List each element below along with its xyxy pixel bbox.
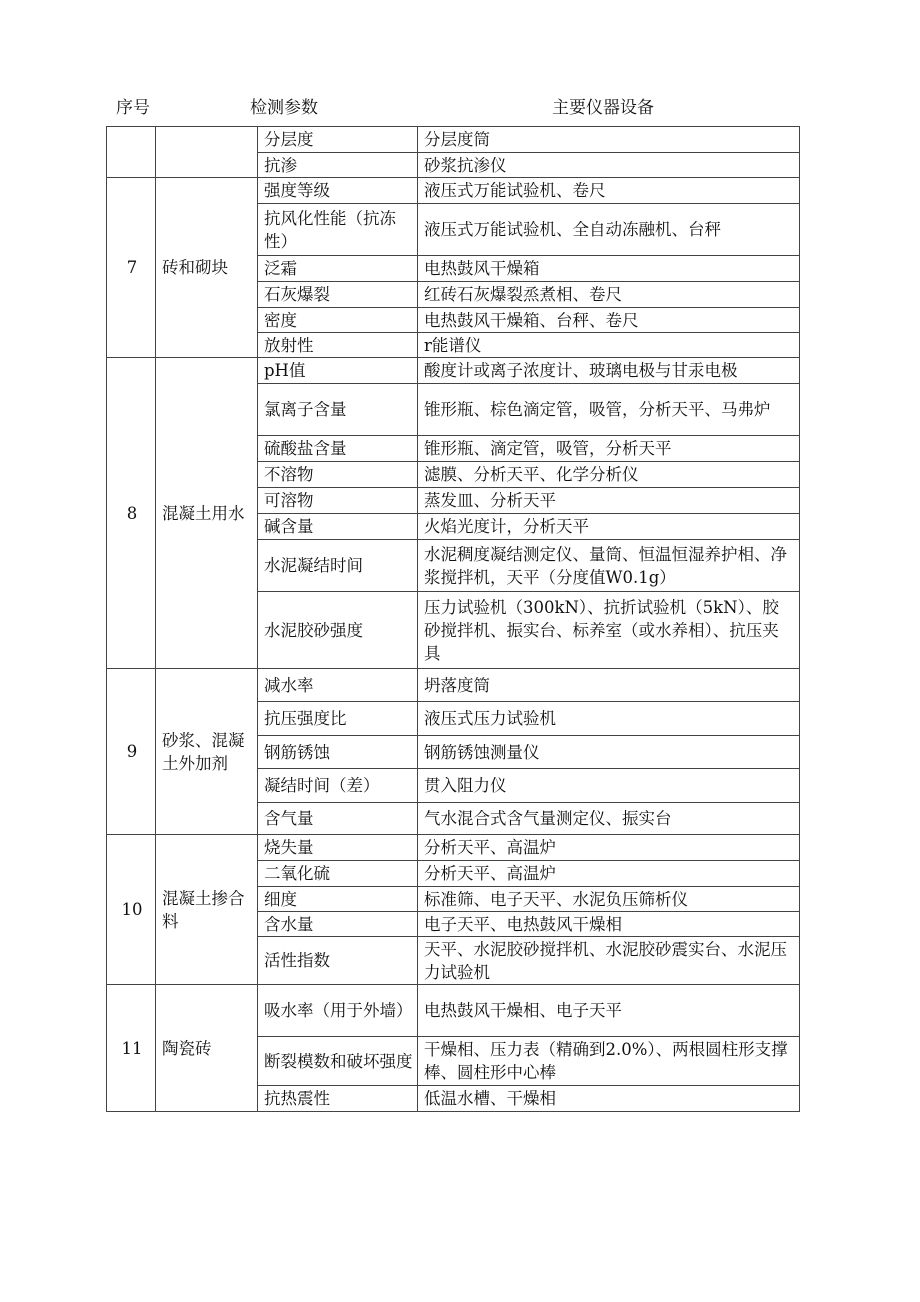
equipment-cell: 红砖石灰爆裂烝煮相、卷尺 [418,282,800,308]
table-row [107,669,800,702]
equipment-cell: r能谱仪 [418,333,800,358]
equipment-cell: 分析天平、高温炉 [418,835,800,861]
param-cell: 含气量 [258,803,418,835]
param-cell: 抗渗 [258,153,418,178]
equipment-cell: 天平、水泥胶砂搅拌机、水泥胶砂震实台、水泥压力试验机 [418,937,800,985]
param-cell: 活性指数 [258,937,418,985]
header-seq: 序号 [116,98,150,118]
equipment-cell: 气水混合式含气量测定仪、振实台 [418,803,800,835]
equipment-cell: 滤膜、分析天平、化学分析仪 [418,462,800,488]
equipment-cell: 液压式压力试验机 [418,702,800,736]
equipment-cell: 液压式万能试验机、卷尺 [418,178,800,204]
param-cell: 烧失量 [258,835,418,861]
param-cell: 水泥凝结时间 [258,540,418,592]
material-cell: 混凝土用水 [156,358,258,669]
equipment-cell: 酸度计或离子浓度计、玻璃电极与甘汞电极 [418,358,800,384]
param-cell: 氯离子含量 [258,384,418,436]
equipment-cell: 电子天平、电热鼓风干燥相 [418,912,800,937]
equipment-cell: 锥形瓶、滴定管，吸管，分析天平 [418,436,800,462]
equipment-cell: 干燥相、压力表（精确到2.0%）、两根圆柱形支撑棒、圆柱形中心棒 [418,1037,800,1086]
param-cell: 放射性 [258,333,418,358]
equipment-table [106,126,800,1112]
seq-cell: 10 [107,835,156,985]
material-cell: 陶瓷砖 [156,985,258,1112]
seq-cell: 9 [107,669,156,835]
param-cell: 不溶物 [258,462,418,488]
equipment-cell: 锥形瓶、棕色滴定管，吸管，分析天平、马弗炉 [418,384,800,436]
param-cell: 石灰爆裂 [258,282,418,308]
material-cell: 砂浆、混凝土外加剂 [156,669,258,835]
equipment-cell: 分析天平、高温炉 [418,861,800,887]
table-row [107,985,800,1037]
seq-cell: 7 [107,178,156,358]
param-cell: 凝结时间（差） [258,769,418,803]
equipment-cell: 水泥稠度凝结测定仪、量筒、恒温恒湿养护相、净浆搅拌机，天平（分度值W0.1g） [418,540,800,592]
equipment-cell: 压力试验机（300kN）、抗折试验机（5kN）、胶砂搅拌机、振实台、标养室（或水养相）、抗压夹具 [418,592,800,669]
equipment-cell: 火焰光度计，分析天平 [418,514,800,540]
equipment-cell: 贯入阻力仪 [418,769,800,803]
seq-cell: 8 [107,358,156,669]
param-cell: 强度等级 [258,178,418,204]
table-row [107,178,800,204]
material-cell: 混凝土掺合料 [156,835,258,985]
material-cell: 砖和砌块 [156,178,258,358]
param-cell: 密度 [258,308,418,333]
header-param: 检测参数 [250,98,318,118]
param-cell: 断裂模数和破坏强度 [258,1037,418,1086]
equipment-cell: 标准筛、电子天平、水泥负压筛析仪 [418,887,800,912]
equipment-cell: 坍落度筒 [418,669,800,702]
equipment-cell: 液压式万能试验机、全自动冻融机、台秤 [418,204,800,256]
equipment-cell: 电热鼓风干燥箱 [418,256,800,282]
equipment-cell: 电热鼓风干燥箱、台秤、卷尺 [418,308,800,333]
param-cell: 泛霜 [258,256,418,282]
param-cell: 碱含量 [258,514,418,540]
equipment-cell: 蒸发皿、分析天平 [418,488,800,514]
param-cell: 抗风化性能（抗冻性） [258,204,418,256]
equipment-cell: 钢筋锈蚀测量仪 [418,736,800,769]
equipment-cell: 低温水槽、干燥相 [418,1086,800,1112]
param-cell: 分层度 [258,127,418,153]
param-cell: 细度 [258,887,418,912]
param-cell: 抗热震性 [258,1086,418,1112]
param-cell: 抗压强度比 [258,702,418,736]
param-cell: 可溶物 [258,488,418,514]
seq-cell: 11 [107,985,156,1112]
param-cell: 含水量 [258,912,418,937]
equipment-cell: 电热鼓风干燥相、电子天平 [418,985,800,1037]
table-body [107,127,800,1112]
header-equipment: 主要仪器设备 [552,98,654,118]
param-cell: 水泥胶砂强度 [258,592,418,669]
table-row [107,127,800,153]
param-cell: pH值 [258,358,418,384]
param-cell: 二氧化硫 [258,861,418,887]
table-row [107,835,800,861]
equipment-cell: 分层度筒 [418,127,800,153]
material-cell [156,127,258,178]
seq-cell [107,127,156,178]
param-cell: 吸水率（用于外墙） [258,985,418,1037]
table-row [107,358,800,384]
param-cell: 减水率 [258,669,418,702]
equipment-cell: 砂浆抗渗仪 [418,153,800,178]
param-cell: 硫酸盐含量 [258,436,418,462]
param-cell: 钢筋锈蚀 [258,736,418,769]
